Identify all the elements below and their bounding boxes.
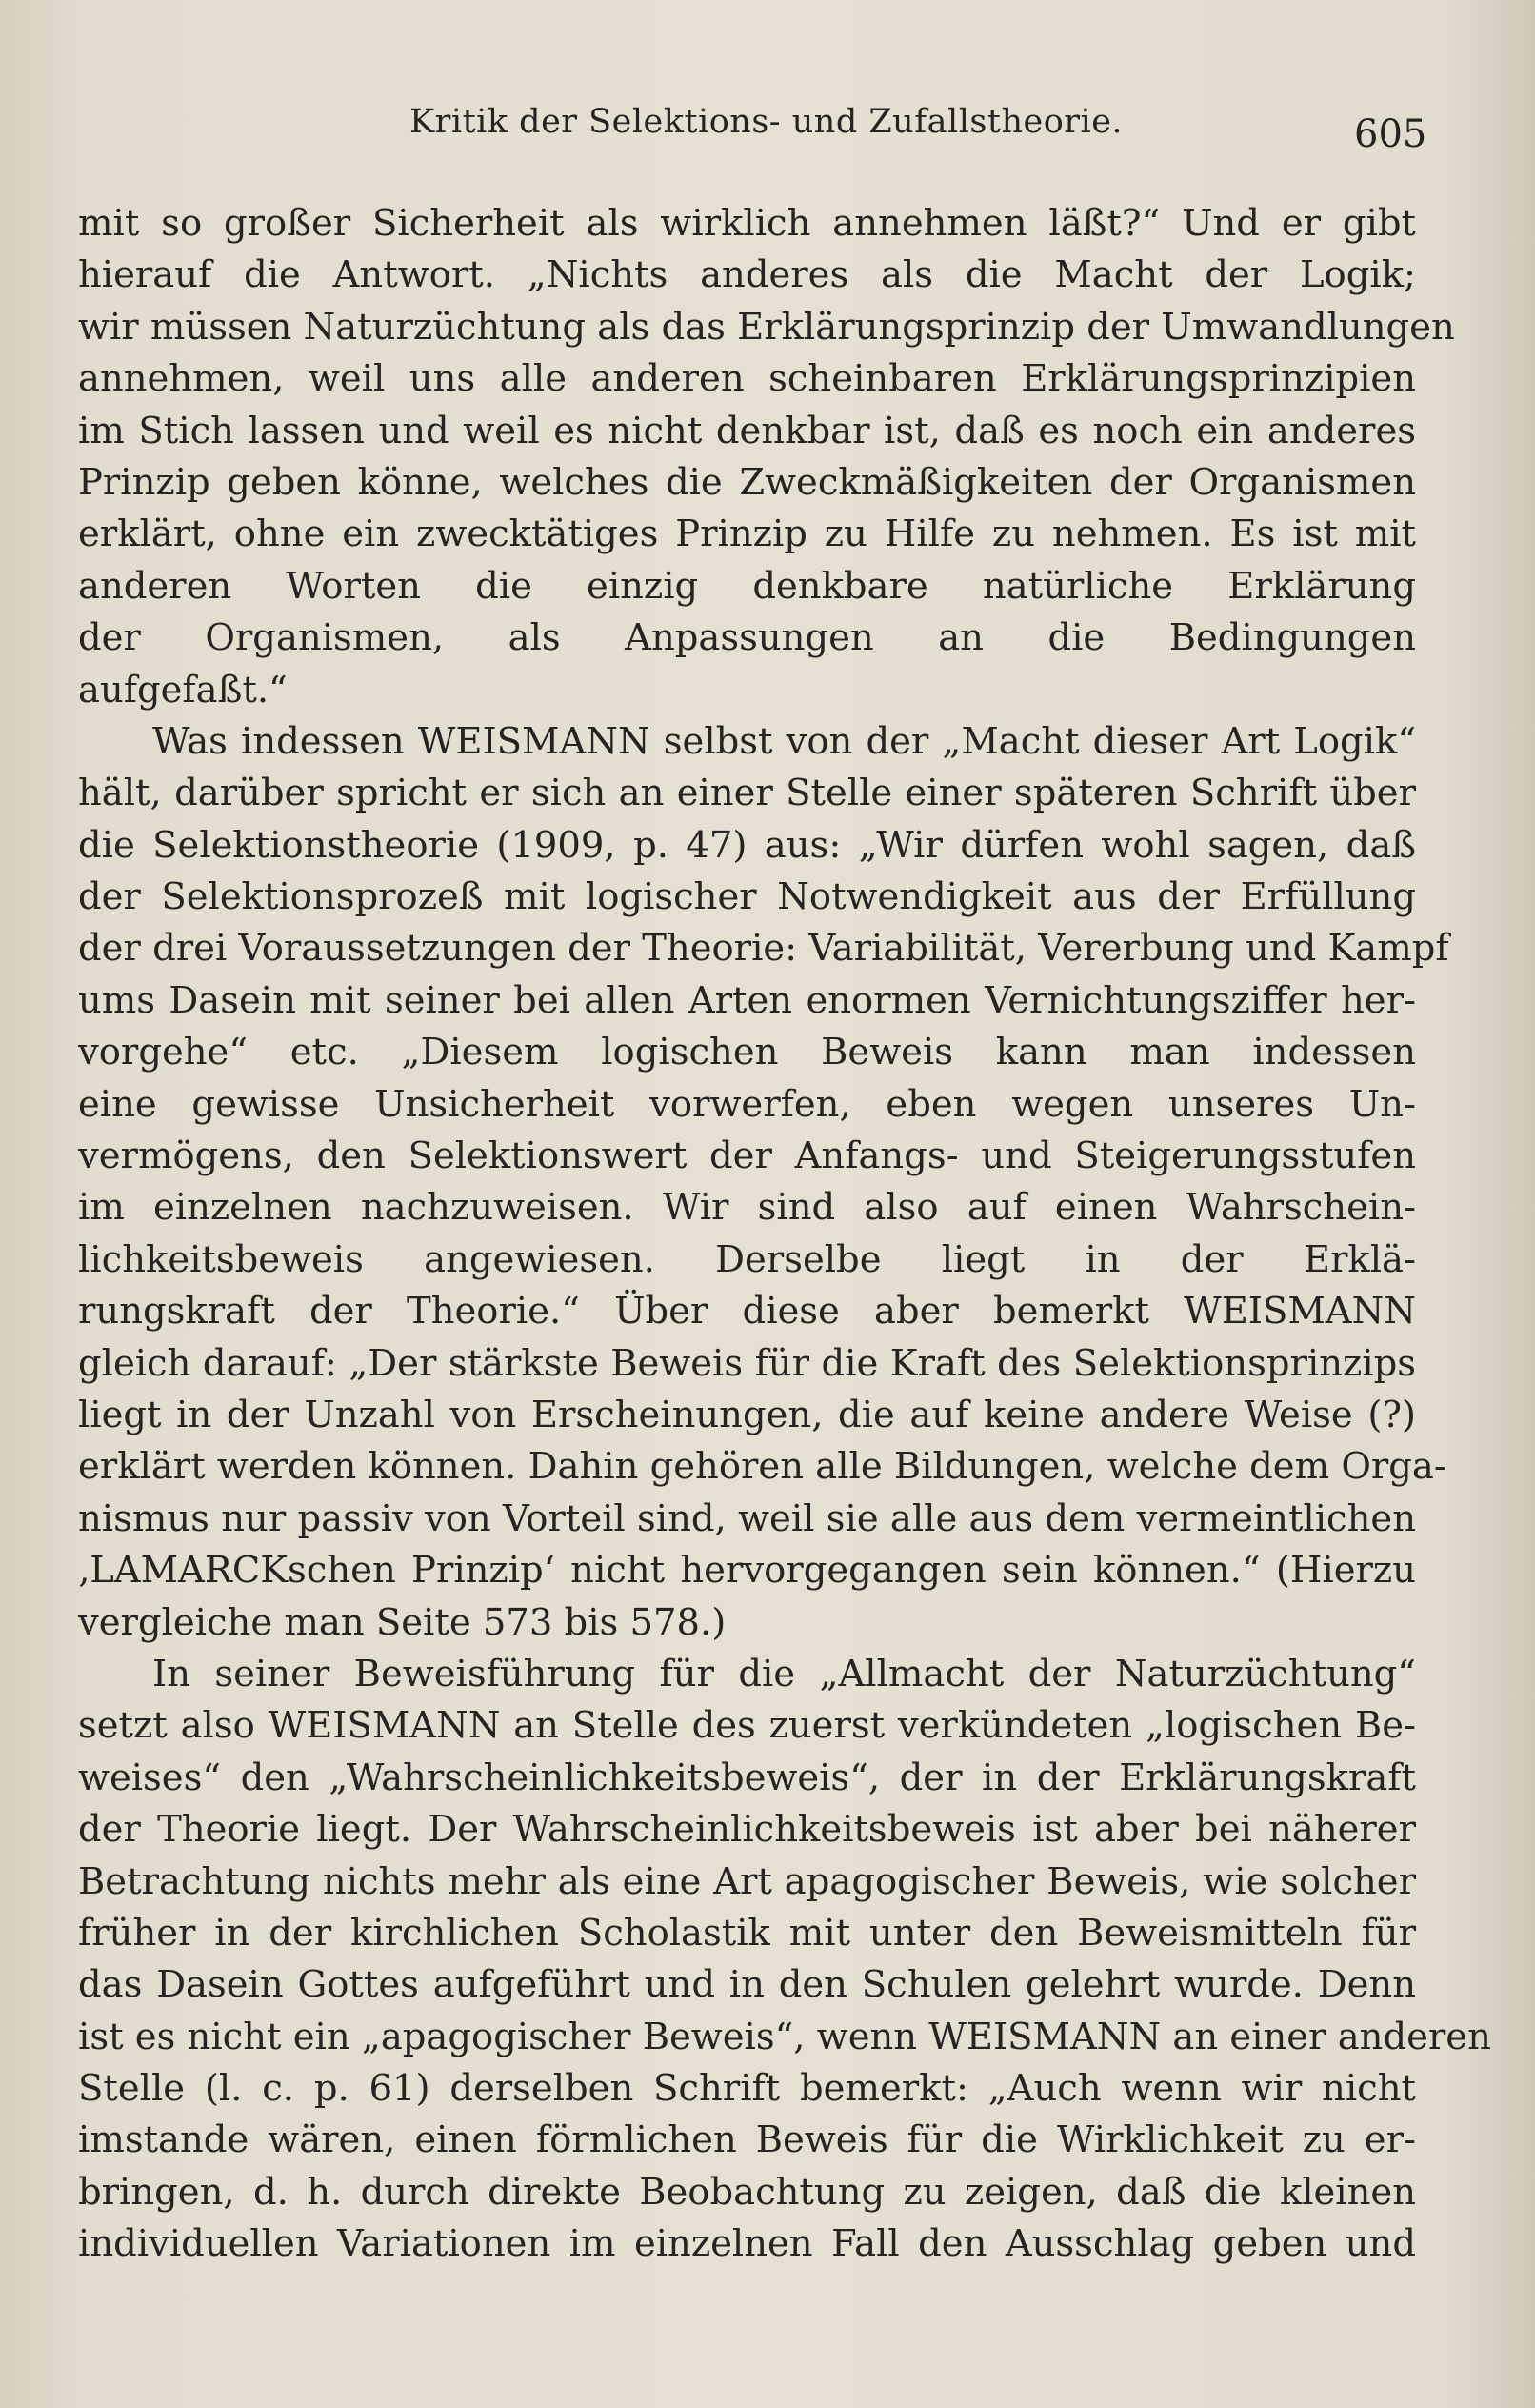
text-line: bringen, d. h. durch direkte Beobachtung zu zeigen, daß die kleinen bbox=[78, 2170, 1416, 2214]
text-line: hierauf die Antwort. „Nichts anderes als die Macht der Logik; bbox=[78, 253, 1416, 297]
text-line: das Dasein Gottes aufgeführt und in den Schulen gelehrt wurde. Denn bbox=[78, 1963, 1416, 2007]
text-line: rungskraft der Theorie.“ Über diese aber bemerkt WEISMANN bbox=[78, 1290, 1416, 1334]
text-line: aufgefaßt.“ bbox=[78, 668, 288, 712]
text-line: mit so großer Sicherheit als wirklich annehmen läßt?“ Und er gibt bbox=[78, 202, 1416, 245]
text-line: im Stich lassen und weil es nicht denkbar ist, daß es noch ein anderes bbox=[78, 409, 1416, 452]
text-line: liegt in der Unzahl von Erscheinungen, die auf keine andere Weise (?) bbox=[78, 1393, 1416, 1436]
text-line: im einzelnen nachzuweisen. Wir sind also auf einen Wahrschein- bbox=[78, 1186, 1416, 1230]
text-line: ums Dasein mit seiner bei allen Arten enormen Vernichtungsziffer her- bbox=[78, 978, 1416, 1022]
text-line: weises“ den „Wahrscheinlichkeitsbeweis“, der in der Erklärungskraft bbox=[78, 1756, 1416, 1799]
text-line: setzt also WEISMANN an Stelle des zuerst verkündeten „logischen Be- bbox=[78, 1704, 1416, 1748]
text-line: erklärt werden können. Dahin gehören alle Bildungen, welche dem Orga- bbox=[78, 1445, 1446, 1489]
text-line: erklärt, ohne ein zwecktätiges Prinzip zu Hilfe zu nehmen. Es ist mit bbox=[78, 512, 1416, 556]
text-line: Betrachtung nichts mehr als eine Art apagogischer Beweis, wie solcher bbox=[78, 1859, 1416, 1903]
text-line: vorgehe“ etc. „Diesem logischen Beweis kann man indessen bbox=[78, 1031, 1416, 1074]
text-line: hält, darüber spricht er sich an einer Stelle einer späteren Schrift über bbox=[78, 772, 1416, 815]
text-line: ‚LAMARCKschen Prinzip‘ nicht hervorgegangen sein können.“ (Hierzu bbox=[78, 1549, 1416, 1593]
text-line: anderen Worten die einzig denkbare natürliche Erklärung bbox=[78, 564, 1416, 608]
text-line: wir müssen Naturzüchtung als das Erklärungsprinzip der Umwandlungen bbox=[78, 305, 1455, 349]
text-line: ist es nicht ein „apagogischer Beweis“, wenn WEISMANN an einer anderen bbox=[78, 2015, 1491, 2058]
text-line: eine gewisse Unsicherheit vorwerfen, eben wegen unseres Un- bbox=[78, 1082, 1416, 1126]
text-line: Prinzip geben könne, welches die Zweckmäßigkeiten der Organismen bbox=[78, 460, 1416, 504]
text-line: individuellen Variationen im einzelnen Fall den Ausschlag geben und bbox=[78, 2222, 1416, 2266]
text-line: früher in der kirchlichen Scholastik mit unter den Beweismitteln für bbox=[78, 1911, 1416, 1955]
text-line: lichkeitsbeweis angewiesen. Derselbe liegt in der Erklä- bbox=[78, 1237, 1416, 1281]
text-line: Stelle (l. c. p. 61) derselben Schrift bemerkt: „Auch wenn wir nicht bbox=[78, 2067, 1416, 2111]
text-line: der Organismen, als Anpassungen an die Bedingungen bbox=[78, 616, 1416, 660]
text-line: der Selektionsprozeß mit logischer Notwendigkeit aus der Erfüllung bbox=[78, 875, 1416, 919]
text-line: annehmen, weil uns alle anderen scheinbaren Erklärungsprinzipien bbox=[78, 357, 1416, 401]
text-line: vermögens, den Selektionswert der Anfangs- und Steigerungsstufen bbox=[78, 1134, 1416, 1178]
text-line: die Selektionstheorie (1909, p. 47) aus: „Wir dürfen wohl sagen, daß bbox=[78, 823, 1416, 867]
text-line: gleich darauf: „Der stärkste Beweis für die Kraft des Selektionsprinzips bbox=[78, 1341, 1416, 1385]
text-line: imstande wären, einen förmlichen Beweis für die Wirklichkeit zu er- bbox=[78, 2118, 1416, 2162]
text-line: der drei Voraussetzungen der Theorie: Variabilität, Vererbung und Kampf bbox=[78, 927, 1449, 971]
text-line: nismus nur passiv von Vorteil sind, weil sie alle aus dem vermeintlichen bbox=[78, 1496, 1416, 1540]
paragraph-first-line: Was indessen WEISMANN selbst von der „Macht dieser Art Logik“ bbox=[152, 719, 1416, 763]
body-text bbox=[78, 198, 1491, 2271]
paragraph-first-line: In seiner Beweisführung für die „Allmacht der Naturzüchtung“ bbox=[152, 1652, 1416, 1696]
text-line: vergleiche man Seite 573 bis 578.) bbox=[78, 1600, 727, 1644]
running-title: Kritik der Selektions- und Zufallstheorie. bbox=[409, 103, 1124, 141]
page-number: 605 bbox=[1354, 112, 1427, 156]
text-line: der Theorie liegt. Der Wahrscheinlichkeitsbeweis ist aber bei näherer bbox=[78, 1808, 1416, 1852]
